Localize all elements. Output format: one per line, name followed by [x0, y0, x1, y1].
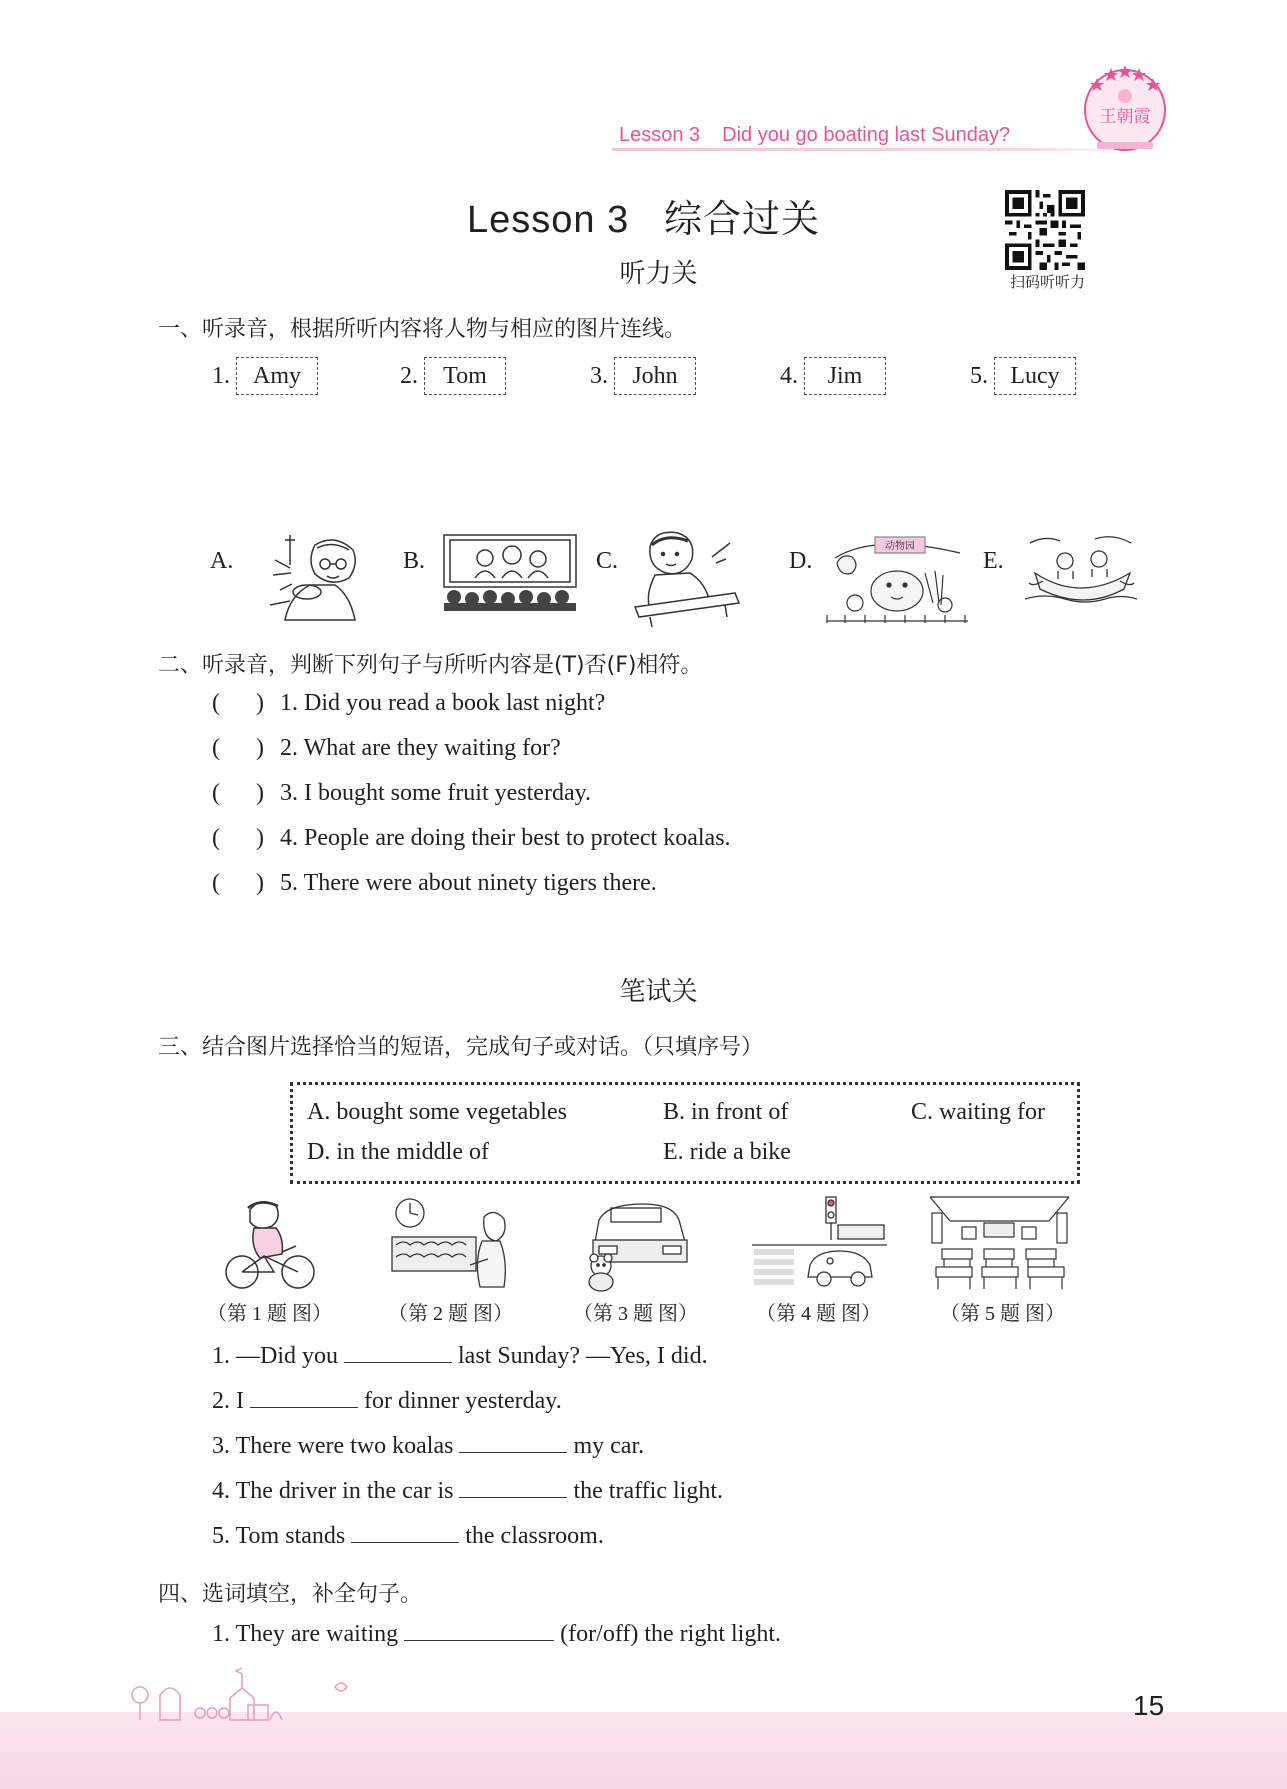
blank-4[interactable]	[459, 1477, 567, 1498]
header-rule	[612, 148, 1132, 151]
thumb-caption-4: （第 4 题 图）	[756, 1303, 881, 1325]
part4-heading: 四、选词填空，补全句子。	[158, 1582, 423, 1607]
name-box-lucy[interactable]: Lucy	[994, 357, 1076, 395]
name-item-4: 4. Jim	[780, 357, 886, 395]
tf-answer-5[interactable]: ( )	[212, 870, 264, 896]
name-item-2: 2. Tom	[400, 357, 506, 395]
thumb-5-classroom[interactable]	[928, 1195, 1071, 1292]
picture-b-cinema[interactable]	[440, 533, 580, 611]
thumb-2-vegetable-stall[interactable]	[390, 1195, 510, 1292]
option-a: A. bought some vegetables	[307, 1099, 567, 1125]
name-box-john[interactable]: John	[614, 357, 696, 395]
picture-d-zoo[interactable]	[825, 533, 970, 628]
brand-logo-text: 王朝霞	[1099, 107, 1151, 127]
zoo-sign-text: 动物园	[885, 541, 915, 552]
page-title-lesson: Lesson 3	[467, 199, 630, 241]
fill-sentence-2: 2. I for dinner yesterday.	[212, 1388, 562, 1414]
part3-heading: 三、结合图片选择恰当的短语，完成句子或对话。（只填序号）	[158, 1035, 764, 1060]
thumb-caption-3: （第 3 题 图）	[573, 1303, 698, 1325]
picture-label-c: C.	[596, 548, 619, 574]
fill-sentence-5: 5. Tom stands the classroom.	[212, 1523, 604, 1549]
running-header	[619, 124, 1010, 147]
thumb-3-koala-car[interactable]	[577, 1200, 692, 1292]
picture-label-d: D.	[789, 548, 813, 574]
tf-item-1: ( ) 1. Did you read a book last night?	[212, 690, 606, 716]
running-header-subtitle: Did you go boating last Sunday?	[722, 124, 1011, 146]
page-number: 15	[1133, 1690, 1165, 1721]
picture-e-boating[interactable]	[1025, 533, 1137, 608]
part2-heading: 二、听录音，判断下列句子与所听内容是(T)否(F)相符。	[158, 653, 703, 678]
part1-heading: 一、听录音，根据所听内容将人物与相应的图片连线。	[158, 317, 687, 342]
brand-logo	[1075, 60, 1175, 160]
fill-sentence-4: 4. The driver in the car is the traffic light.	[212, 1478, 723, 1504]
blank-1[interactable]	[344, 1342, 452, 1363]
page-title-name: 综合过关	[663, 199, 820, 241]
footer-decoration	[120, 1665, 400, 1725]
tf-item-5: ( ) 5. There were about ninety tigers there.	[212, 870, 657, 896]
option-c: C. waiting for	[911, 1099, 1045, 1125]
name-box-tom[interactable]: Tom	[424, 357, 506, 395]
picture-label-a: A.	[210, 548, 234, 574]
option-b: B. in front of	[663, 1099, 789, 1125]
fill-sentence-3: 3. There were two koalas my car.	[212, 1433, 645, 1459]
thumb-1-bike-rider[interactable]	[220, 1192, 320, 1292]
tf-item-4: ( ) 4. People are doing their best to protect koalas.	[212, 825, 731, 851]
tf-answer-1[interactable]: ( )	[212, 690, 264, 716]
part4-sentence-1: 1. They are waiting (for/off) the right light.	[212, 1621, 782, 1647]
writing-section-heading: 笔试关	[619, 977, 698, 1007]
tf-answer-4[interactable]: ( )	[212, 825, 264, 851]
page-title	[0, 188, 1287, 243]
listening-section-heading: 听力关	[619, 259, 698, 289]
name-box-jim[interactable]: Jim	[804, 357, 886, 395]
tf-answer-2[interactable]: ( )	[212, 735, 264, 761]
option-d: D. in the middle of	[307, 1139, 489, 1165]
qr-caption: 扫码听听力	[1009, 273, 1085, 291]
blank-3[interactable]	[459, 1432, 567, 1453]
option-box	[290, 1082, 1080, 1184]
picture-a-girl-eating[interactable]	[255, 530, 370, 630]
tf-answer-3[interactable]: ( )	[212, 780, 264, 806]
picture-c-boy-writing[interactable]	[630, 527, 745, 629]
thumb-caption-5: （第 5 题 图）	[940, 1303, 1065, 1325]
name-item-3: 3. John	[590, 357, 696, 395]
part4-blank-1[interactable]	[404, 1620, 554, 1641]
name-item-1: 1. Amy	[212, 357, 318, 395]
tf-item-3: ( ) 3. I bought some fruit yesterday.	[212, 780, 592, 806]
running-header-lesson: Lesson 3	[619, 124, 701, 146]
name-box-amy[interactable]: Amy	[236, 357, 318, 395]
blank-2[interactable]	[250, 1387, 358, 1408]
thumb-caption-2: （第 2 题 图）	[388, 1303, 513, 1325]
thumb-4-traffic-light-crossing[interactable]	[752, 1195, 887, 1292]
picture-label-b: B.	[403, 548, 426, 574]
fill-sentence-1: 1. —Did you last Sunday? —Yes, I did.	[212, 1343, 708, 1369]
blank-5[interactable]	[351, 1522, 459, 1543]
tf-item-2: ( ) 2. What are they waiting for?	[212, 735, 561, 761]
name-item-5: 5. Lucy	[970, 357, 1076, 395]
picture-label-e: E.	[983, 548, 1004, 574]
thumb-caption-1: （第 1 题 图）	[207, 1303, 332, 1325]
option-e: E. ride a bike	[663, 1139, 791, 1165]
